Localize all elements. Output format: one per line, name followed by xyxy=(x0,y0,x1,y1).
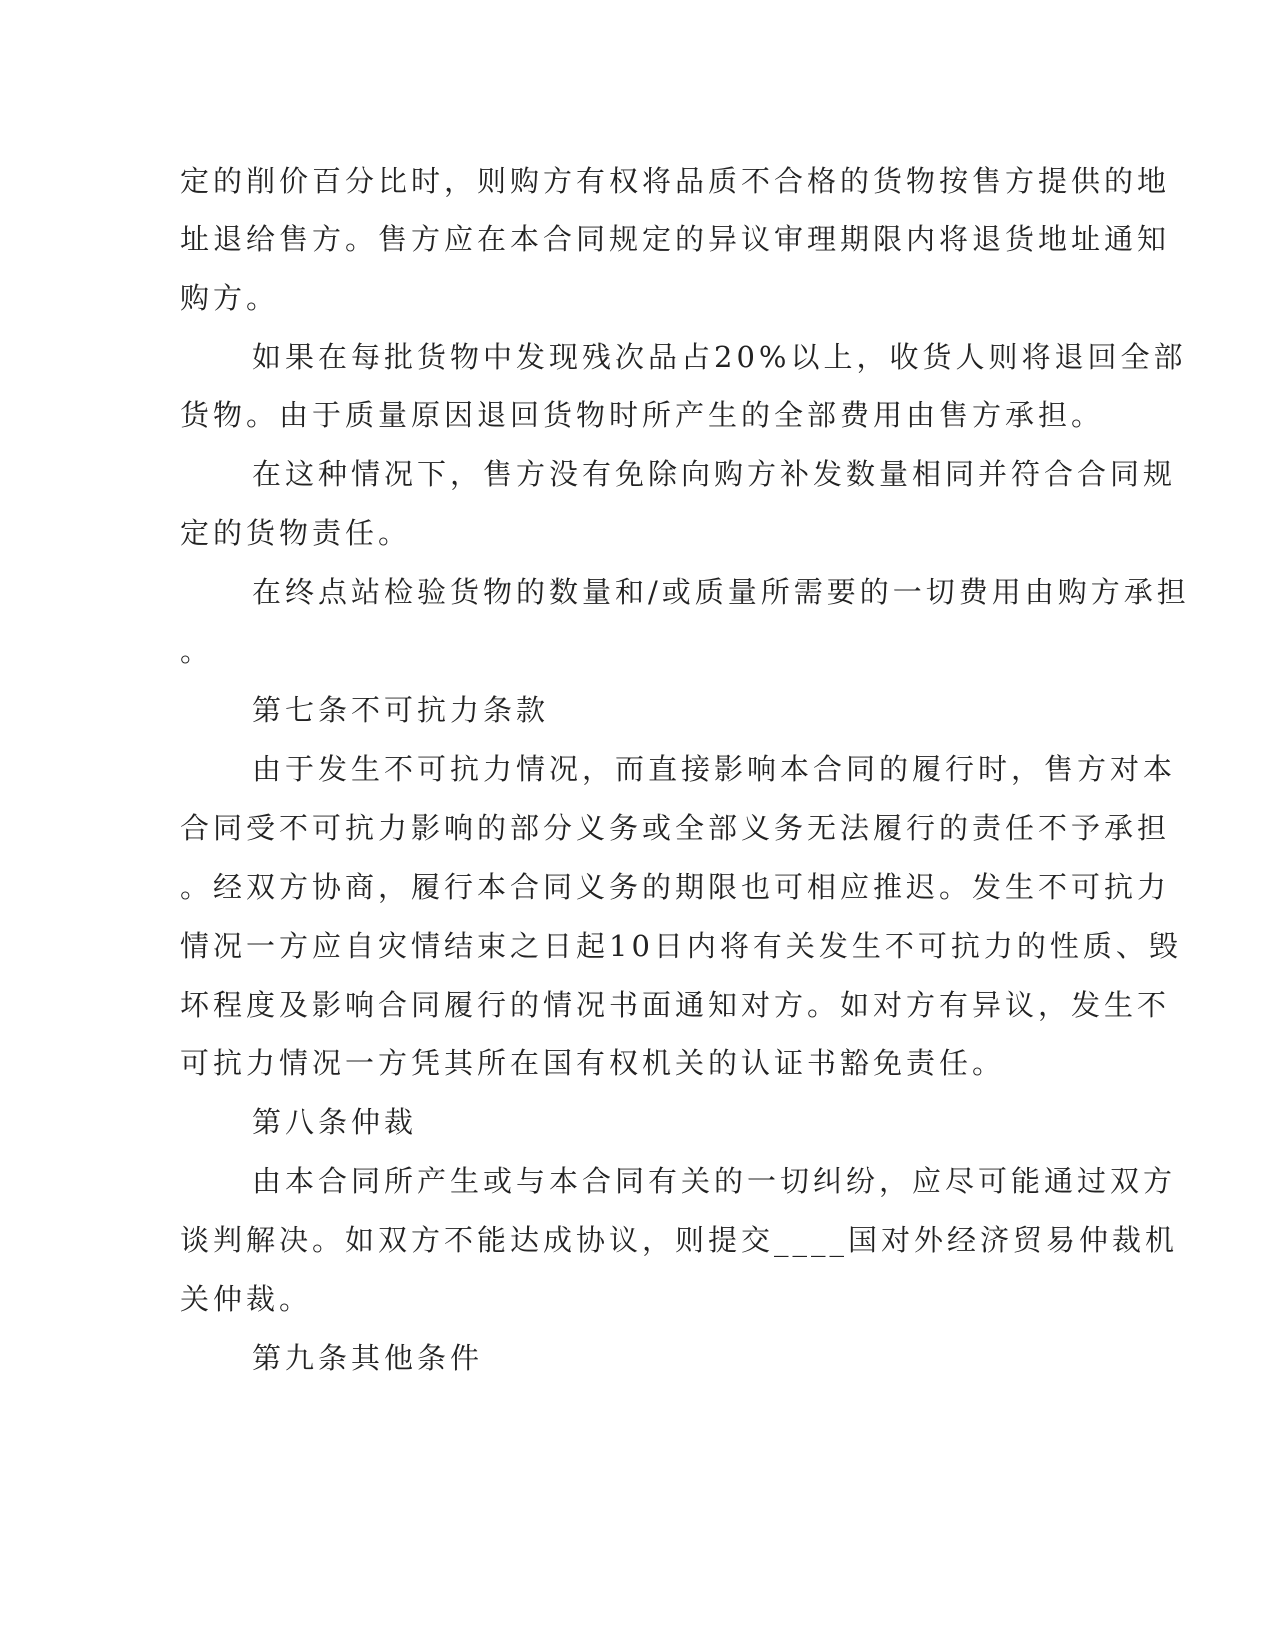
text-line: 合同受不可抗力影响的部分义务或全部义务无法履行的责任不予承担 xyxy=(180,811,1171,845)
text-line: 。 xyxy=(180,634,214,668)
text-line: 货物。由于质量原因退回货物时所产生的全部费用由售方承担。 xyxy=(180,398,1105,432)
text-line: 可抗力情况一方凭其所在国有权机关的认证书豁免责任。 xyxy=(180,1046,1006,1080)
text-line: 如果在每批货物中发现残次品占20%以上，收货人则将退回全部 xyxy=(252,340,1187,374)
text-line: 购方。 xyxy=(180,281,280,315)
text-line: 坏程度及影响合同履行的情况书面通知对方。如对方有异议，发生不 xyxy=(180,988,1171,1022)
text-line: 。经双方协商，履行本合同义务的期限也可相应推迟。发生不可抗力 xyxy=(180,870,1171,904)
heading-line: 第七条不可抗力条款 xyxy=(252,693,550,727)
text-line: 情况一方应自灾情结束之日起10日内将有关发生不可抗力的性质、毁 xyxy=(180,929,1182,963)
text-line: 定的削价百分比时，则购方有权将品质不合格的货物按售方提供的地 xyxy=(180,164,1171,198)
text-line: 在终点站检验货物的数量和/或质量所需要的一切费用由购方承担 xyxy=(252,575,1190,609)
text-line: 谈判解决。如双方不能达成协议，则提交____国对外经济贸易仲裁机 xyxy=(180,1223,1179,1257)
heading-line: 第八条仲裁 xyxy=(252,1105,418,1139)
text-line: 定的货物责任。 xyxy=(180,516,412,550)
text-line: 在这种情况下，售方没有免除向购方补发数量相同并符合合同规 xyxy=(252,457,1177,491)
text-line: 由本合同所产生或与本合同有关的一切纠纷，应尽可能通过双方 xyxy=(252,1164,1177,1198)
text-line: 由于发生不可抗力情况，而直接影响本合同的履行时，售方对本 xyxy=(252,752,1177,786)
heading-line: 第九条其他条件 xyxy=(252,1341,484,1375)
text-line: 关仲裁。 xyxy=(180,1282,313,1316)
text-line: 址退给售方。售方应在本合同规定的异议审理期限内将退货地址通知 xyxy=(180,222,1171,256)
